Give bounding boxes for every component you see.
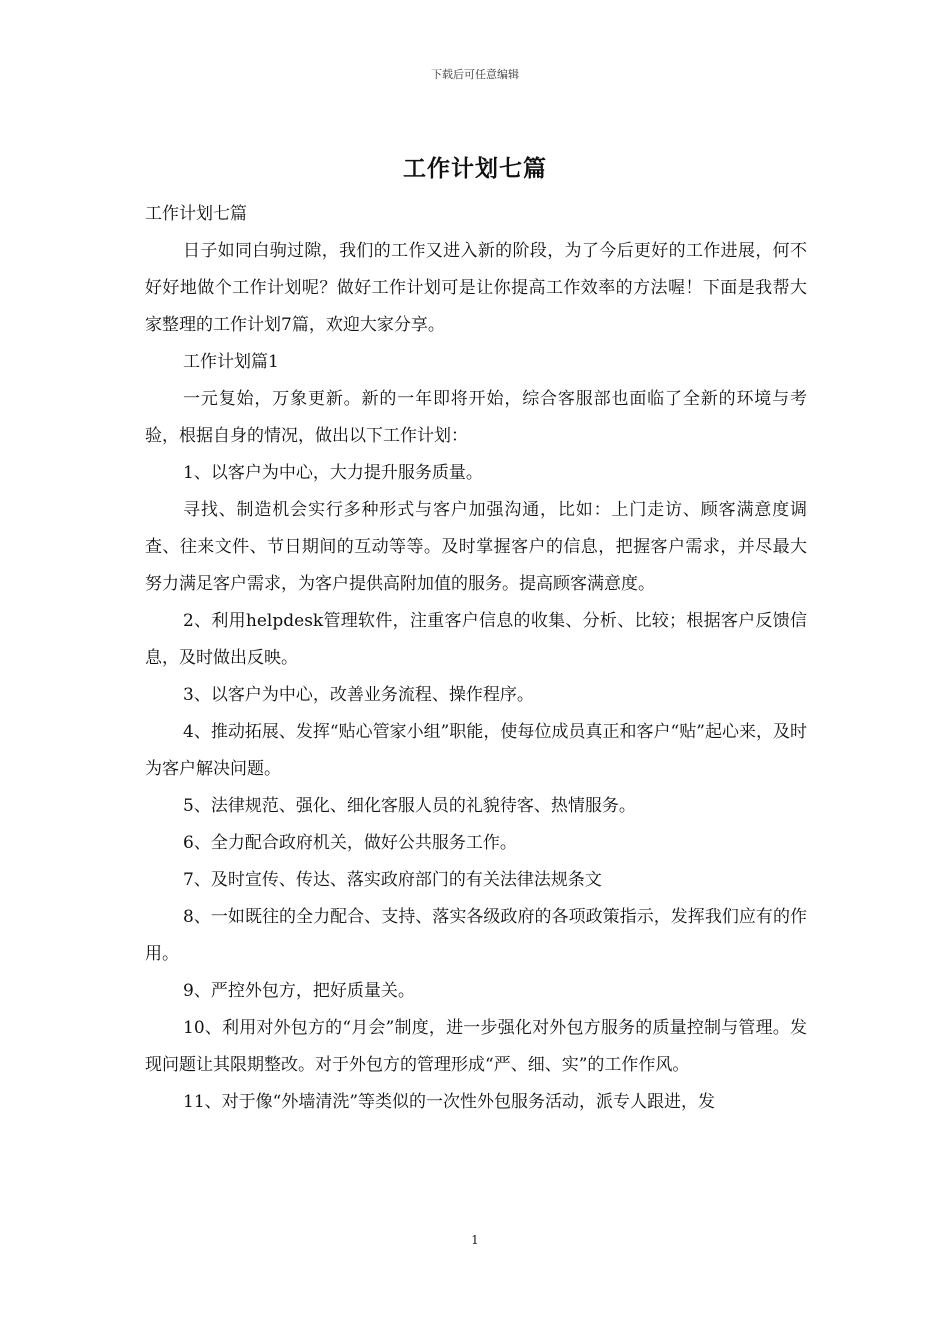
list-item: 7、及时宣传、传达、落实政府部门的有关法律法规条文 [183, 870, 602, 890]
list-item: 1、以客户为中心，大力提升服务质量。 [183, 463, 483, 483]
section-heading: 工作计划篇1 [183, 352, 279, 372]
paragraph: 寻找、制造机会实行多种形式与客户加强沟通，比如：上门走访、顾客满意度调查、往来文件、节日期间的互动等等。及时掌握客户的信息，把握客户需求，并尽最大努力满足客户需求，为客户提供高附加值的服务。提高顾客满意度。 [145, 500, 807, 594]
page-header-note: 下载后可任意编辑 [431, 68, 519, 81]
list-item: 11、对于像“外墙清洗”等类似的一次性外包服务活动，派专人跟进，发 [183, 1092, 716, 1112]
list-item: 5、法律规范、强化、细化客服人员的礼貌待客、热情服务。 [183, 796, 636, 816]
document-subtitle: 工作计划七篇 [145, 204, 247, 224]
list-item: 8、一如既往的全力配合、支持、落实各级政府的各项政策指示，发挥我们应有的作用。 [145, 907, 807, 964]
list-item: 3、以客户为中心，改善业务流程、操作程序。 [183, 685, 534, 705]
paragraph: 日子如同白驹过隙，我们的工作又进入新的阶段，为了今后更好的工作进展，何不好好地做个工作计划呢？做好工作计划可是让你提高工作效率的方法喔！下面是我帮大家整理的工作计划7篇，欢迎大家分享。 [145, 241, 807, 335]
list-item: 4、推动拓展、发挥“贴心管家小组”职能，使每位成员真正和客户“贴”起心来，及时为客户解决问题。 [145, 722, 807, 779]
paragraph: 一元复始，万象更新。新的一年即将开始，综合客服部也面临了全新的环境与考验，根据自身的情况，做出以下工作计划： [145, 389, 807, 446]
list-item: 9、严控外包方，把好质量关。 [183, 981, 415, 1001]
page-number: 1 [471, 1233, 479, 1247]
document-body [145, 196, 807, 1121]
list-item: 6、全力配合政府机关，做好公共服务工作。 [183, 833, 517, 853]
list-item: 2、利用helpdesk管理软件，注重客户信息的收集、分析、比较；根据客户反馈信息，及时做出反映。 [145, 611, 807, 668]
list-item: 10、利用对外包方的“月会”制度，进一步强化对外包方服务的质量控制与管理。发现问题让其限期整改。对于外包方的管理形成“严、细、实”的工作作风。 [145, 1018, 807, 1075]
document-title: 工作计划七篇 [403, 155, 547, 182]
